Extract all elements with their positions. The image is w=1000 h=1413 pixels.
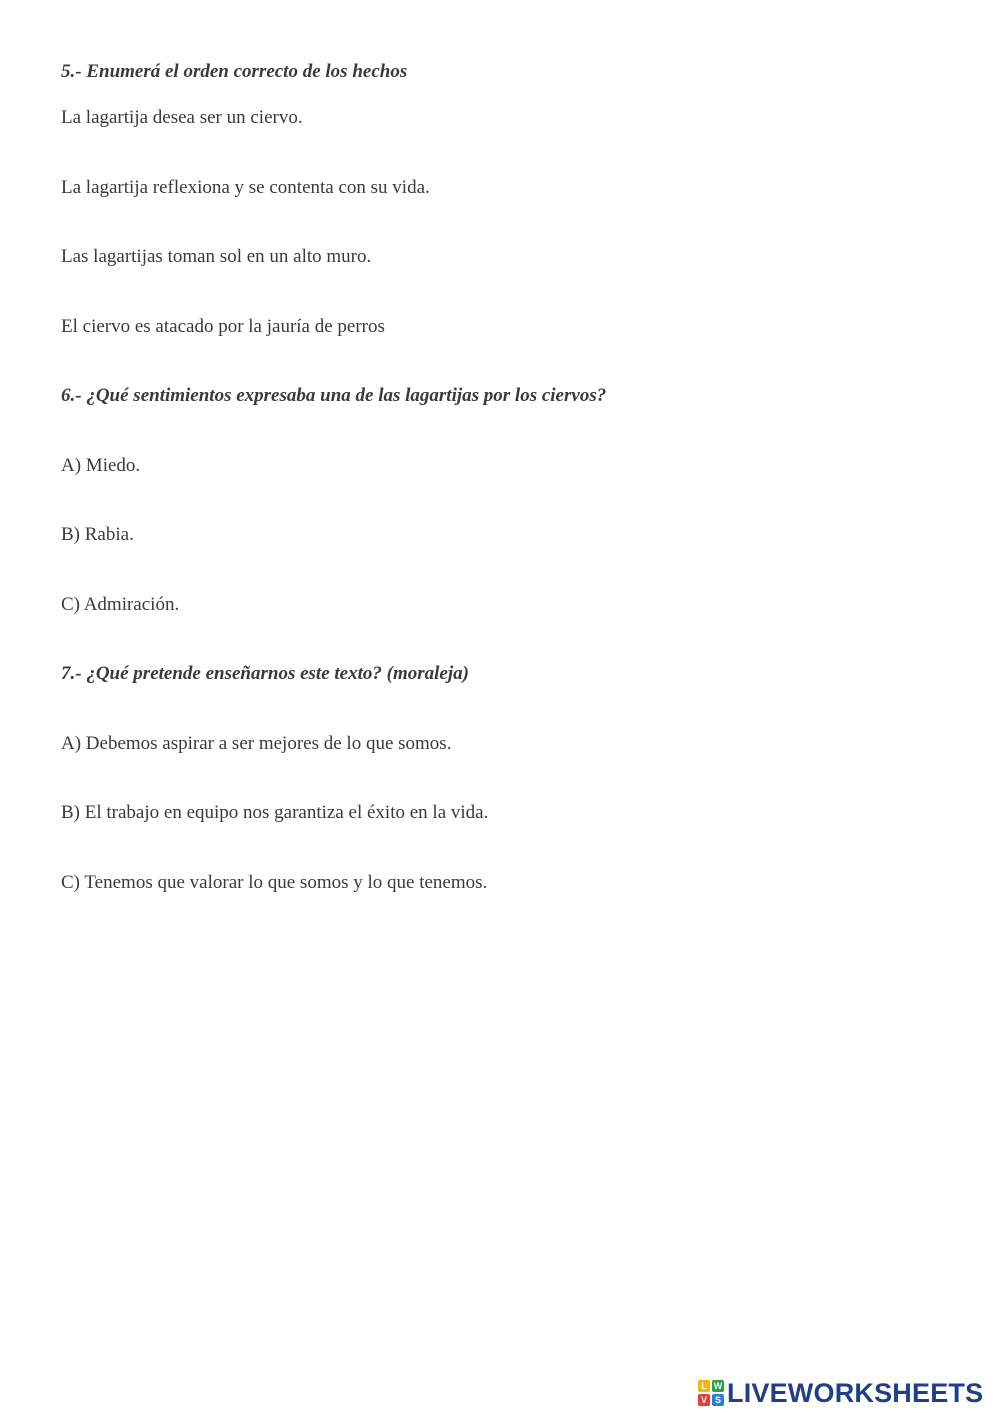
- answer-option-c: C) Admiración.: [61, 594, 180, 615]
- answer-option-b: B) Rabia.: [61, 524, 134, 545]
- liveworksheets-logo: [698, 1376, 983, 1410]
- logo-icon: [698, 1380, 724, 1406]
- logo-text: LIVEWORKSHEETS: [727, 1378, 984, 1408]
- event-item: La lagartija reflexiona y se contenta con su vida.: [61, 177, 430, 198]
- logo-tile: W: [713, 1381, 723, 1391]
- logo-tile: L: [698, 1380, 710, 1392]
- question-7-heading: 7.- ¿Qué pretende enseñarnos este texto? (moraleja): [61, 663, 469, 684]
- question-6-heading: 6.- ¿Qué sentimientos expresaba una de las lagartijas por los ciervos?: [61, 385, 607, 406]
- logo-tile: V: [698, 1394, 710, 1406]
- logo-tile: S: [712, 1394, 724, 1406]
- answer-option-a: A) Debemos aspirar a ser mejores de lo que somos.: [61, 733, 452, 754]
- answer-option-b: B) El trabajo en equipo nos garantiza el éxito en la vida.: [61, 802, 489, 823]
- event-item: La lagartija desea ser un ciervo.: [61, 107, 303, 128]
- event-item: Las lagartijas toman sol en un alto muro.: [61, 246, 372, 267]
- event-item: El ciervo es atacado por la jauría de perros: [61, 316, 385, 337]
- answer-option-c: C) Tenemos que valorar lo que somos y lo que tenemos.: [61, 872, 488, 893]
- answer-option-a: A) Miedo.: [61, 455, 141, 476]
- question-5-heading: 5.- Enumerá el orden correcto de los hechos: [61, 61, 408, 82]
